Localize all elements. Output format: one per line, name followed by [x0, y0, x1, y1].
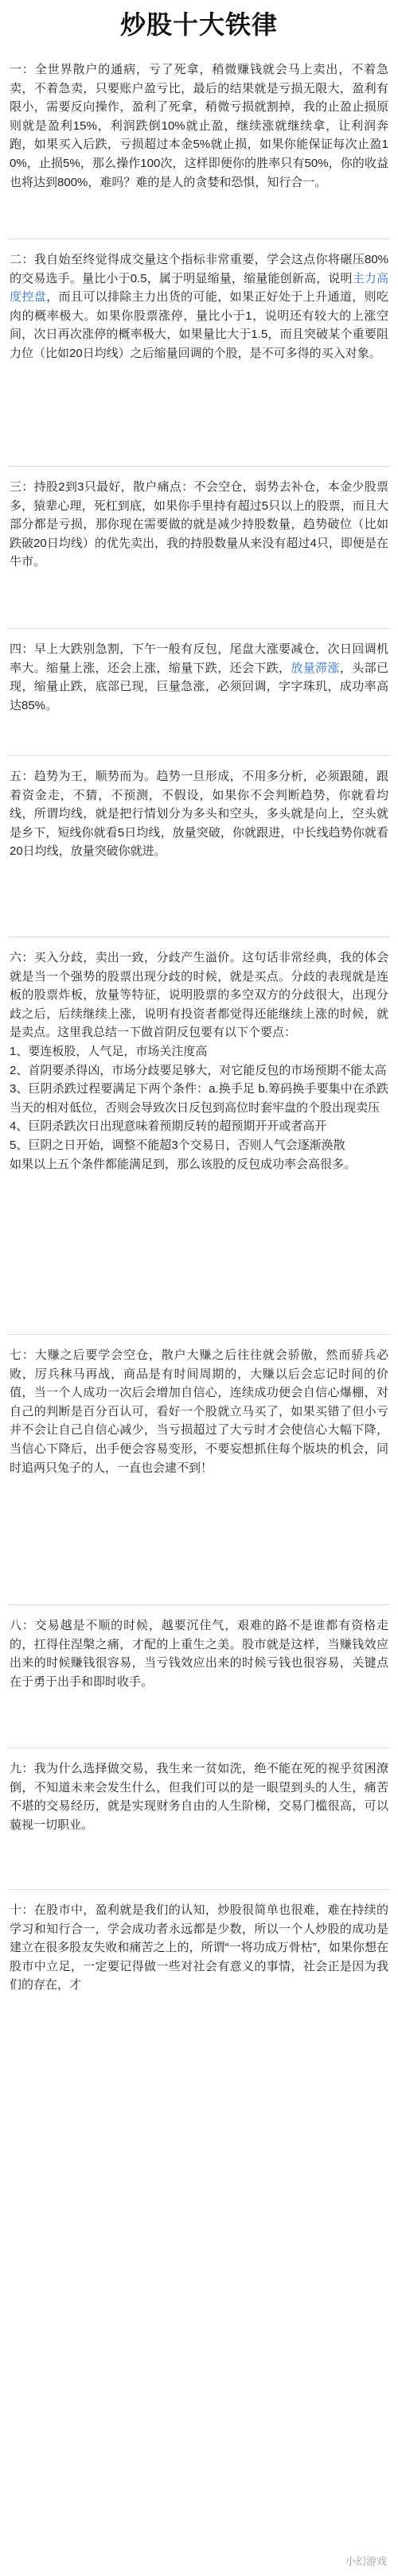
section-6-point-1: 1、要连板股，人气足，市场关注度高 — [10, 1044, 208, 1058]
section-4-text: 四：早上大跌别急割，下午一般有反包，尾盘大涨要减仓，次日回调机率大。缩量上涨，还会上涨，缩量下跌，还会下跌，放量滞涨，头部已现，缩量止跌，底部已现，巨量急涨，必须回调，字字珠玑，成功率高达85%。 — [10, 642, 388, 712]
section-6-point-5: 5、巨阴之日开始，调整不能超3个交易日，否则人气会逐渐涣散 — [10, 1138, 345, 1152]
section-2 — [8, 239, 390, 466]
section-1-text: 一：全世界散户的通病，亏了死拿，稍微赚钱就会马上卖出，不着急卖，不着急卖，只要账户盈亏比，最后的结果就是亏损无限大，盈利有限小，需要反向操作，盈利了死拿，稍微亏损就割掉，我的止盈止损原则就是盈利15%，利润跌倒10%就止盈，继续涨就继续拿，让利润奔跑，如果买入后跌，亏损超过本金5%就止损，如果你能保证每次止盈10%，止损5%，那么操作100次，这样即便你的胜率只有50%，你的收益也将达到800%，难吗？难的是人的贪婪和恐惧，知行合一。 — [10, 63, 388, 189]
section-6-point-2: 2、首阴要杀得凶，市场分歧要足够大，对它能反包的市场预期不能太高 — [10, 1063, 387, 1077]
section-3-text: 三：持股2到3只最好，散户痛点：不会空仓，弱势去补仓，本金少股票多，猿辈心理，死杠到底，如果你手里持有超过5只以上的股票，而且大部分都是亏损，那你现在需要做的就是减少持股数量，趋势破位（比如跌破20日均线）的优先卖出，我的持股数量从来没有超过4只，即便是在牛市。 — [10, 480, 388, 569]
watermark: 小幻游戏 — [345, 2555, 387, 2567]
section-7-text: 七：大赚之后要学会空仓，散户大赚之后往往就会骄傲，然而骄兵必败，厉兵秣马再战，商品是有时间周期的，大赚以后会忘记时间的价值，当一个人成功一次后会增加自信心，连续成功便会自信心爆棚，对自己的判断是百分百认可，看好一个股就立马买了，如果买错了但小亏并不会让自己自信心减少，当亏损超过了大亏时才会使信心大幅下降，当信心下降后，出手便会容易变形，不要妄想抓住每个版块的机会，同时追两只兔子的人，一直也会逮不到！ — [10, 1348, 388, 1475]
section-6-point-4: 4、巨阴杀跌次日出现意味着预期反转的超预期开开或者高开 — [10, 1119, 327, 1134]
section-5 — [8, 755, 390, 937]
section-6-point-3: 3、巨阴杀跌过程要满足下两个条件：a.换手足 b.筹码换手要集中在杀跌当天的相对低位，否则会导致次日反包到高位时套牢盘的个股出现卖压 — [10, 1082, 388, 1115]
section-1 — [8, 49, 390, 239]
section-6-conclusion: 如果以上五个条件都能满足到，那么该股的反包成功率会高很多。 — [10, 1157, 357, 1171]
section-9 — [8, 1748, 390, 1889]
volume-stagnation-link[interactable]: 放量滞涨 — [291, 661, 340, 675]
section-7 — [8, 1334, 390, 1604]
section-8-text: 八：交易越是不顺的时候，越要沉住气，艰难的路不是谁都有资格走的，扛得住涅槃之痛，才配的上重生之美。股市就是这样，当赚钱效应出来的时候赚钱很容易，当亏钱效应出来的时候亏钱也很容易，关键点在于勇于出手和即时收手。 — [10, 1619, 388, 1689]
section-10 — [8, 1889, 390, 2019]
section-9-text: 九：我为什么选择做交易，我生来一贫如洗，绝不能在死的视乎贫困潦倒，不知道未来会发生什么，但我们可以的是一眼望到头的人生，痛苦不堪的交易经历，就是实现财务自由的人生阶梯，交易门槛很高，可以藐视一切职业。 — [10, 1762, 388, 1832]
section-6 — [8, 937, 390, 1334]
section-6-intro: 六：买入分歧，卖出一致，分歧产生溢价。这句话非常经典，我的体会就是当一个强势的股票出现分歧的时候，就是买点。分歧的表现就是连板的股票炸板，放量等特征，说明股票的多空双方的分歧很大，出现分歧之后，后续继续上涨，说明有投资者都觉得还能继续上涨的时候，就是卖点。这里我总结一下做首阴反包要有以下个要点： — [10, 951, 388, 1040]
section-8 — [8, 1604, 390, 1748]
section-3 — [8, 466, 390, 628]
section-10-text: 十：在股市中，盈利就是我们的认知，炒股很简单也很难，难在持续的学习和知行合一，学会成功者永远都是少数，所以一个人炒股的成功是建立在很多股友失败和痛苦之上的，所谓“一将功成万骨枯”，如果你想在股市中立足，一定要记得做一些对社会有意义的事情，社会正是因为我们的存在，才 — [10, 1903, 388, 1992]
section-2-text: 二：我自始至终觉得成交量这个指标非常重要，学会这点你将碾压80%的交易选手。量比小于0.5，属于明显缩量，缩量能创新高，说明主力高度控盘，而且可以排除主力出货的可能，如果正好处于上升通道，则吃肉的概率极大。如果你股票涨停，量比小于1，说明还有较大的上涨空间，次日再次涨停的概率极大，如果量比大于1.5，而且突破某个重要阻力位（比如20日均线）之后缩量回调的个股，是不可多得的买入对象。 — [10, 253, 388, 360]
section-4 — [8, 628, 390, 755]
page-title: 炒股十大铁律 — [119, 10, 278, 39]
section-5-text: 五：趋势为王，顺势而为。趋势一旦形成，不用多分析，必须跟随，跟着资金走，不猜，不预测，不假设，如果你不会判断趋势，你就看均线，所谓均线，就是把行情划分为多头和空头，多头就是向上，空头就是乡下，短线你就看5日均线，放量突破，你就跟进，中长线趋势你就看20日均线，放量突破你就进。 — [10, 770, 388, 859]
main-force-control-link[interactable]: 主力高度控盘 — [10, 271, 388, 305]
